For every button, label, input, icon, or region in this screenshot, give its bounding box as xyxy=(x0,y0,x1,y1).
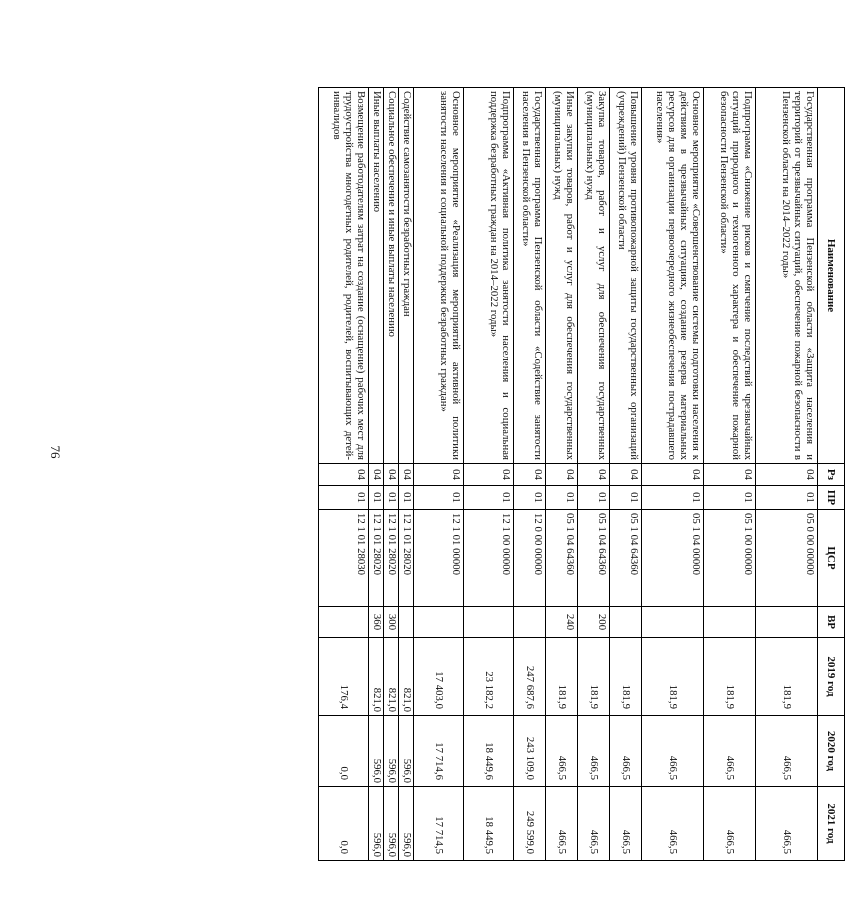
rotated-table-container xyxy=(330,87,845,860)
row-name: Основное мероприятие «Реализация мероприятий активной политики занятости населения и социальной поддержки безработных граждан» xyxy=(414,88,464,464)
row-2021: 466,5 xyxy=(610,787,642,861)
row-pr: 01 xyxy=(399,486,414,510)
row-vr xyxy=(464,607,514,638)
row-vr xyxy=(319,607,369,638)
row-csr: 05 1 00 00000 xyxy=(704,510,756,607)
row-2021: 0,0 xyxy=(319,787,369,861)
row-rz: 04 xyxy=(319,464,369,486)
row-2020: 466,5 xyxy=(610,716,642,787)
table-row xyxy=(546,88,578,861)
row-2021: 17 714,5 xyxy=(414,787,464,861)
row-pr: 01 xyxy=(384,486,399,510)
row-2019: 181,9 xyxy=(578,638,610,716)
row-2019: 23 182,2 xyxy=(464,638,514,716)
header-pr: ПР xyxy=(818,486,845,510)
row-rz: 04 xyxy=(399,464,414,486)
row-csr: 05 1 04 00000 xyxy=(642,510,704,607)
row-2019: 821,0 xyxy=(369,638,384,716)
row-2020: 466,5 xyxy=(578,716,610,787)
page-number: 76 xyxy=(48,445,63,459)
row-2021: 596,0 xyxy=(369,787,384,861)
row-2019: 17 403,0 xyxy=(414,638,464,716)
row-name: Социальное обеспечение и иные выплаты населению xyxy=(384,88,399,464)
row-2021: 249 599,0 xyxy=(514,787,546,861)
table-row xyxy=(464,88,514,861)
row-rz: 04 xyxy=(384,464,399,486)
row-csr: 12 0 00 00000 xyxy=(514,510,546,607)
row-csr: 12 1 01 28020 xyxy=(369,510,384,607)
header-csr: ЦСР xyxy=(818,510,845,607)
header-2019: 2019 год xyxy=(818,638,845,716)
row-pr: 01 xyxy=(464,486,514,510)
row-pr: 01 xyxy=(610,486,642,510)
row-pr: 01 xyxy=(414,486,464,510)
row-vr xyxy=(610,607,642,638)
row-pr: 01 xyxy=(704,486,756,510)
row-rz: 04 xyxy=(642,464,704,486)
table-row xyxy=(578,88,610,861)
row-2020: 18 449,6 xyxy=(464,716,514,787)
row-name: Подпрограмма «Снижение рисков и смягчение последствий чрезвычайных ситуаций природного и техногенного характера и обеспечение пожарной безопасности Пензенской области» xyxy=(704,88,756,464)
table-row xyxy=(704,88,756,861)
row-2019: 181,9 xyxy=(546,638,578,716)
row-csr: 12 1 01 00000 xyxy=(414,510,464,607)
row-2019: 247 687,6 xyxy=(514,638,546,716)
row-2021: 596,0 xyxy=(399,787,414,861)
row-rz: 04 xyxy=(464,464,514,486)
table-header-row xyxy=(818,88,845,861)
table-row xyxy=(414,88,464,861)
row-2019: 821,0 xyxy=(399,638,414,716)
table-row xyxy=(399,88,414,861)
row-vr xyxy=(414,607,464,638)
row-2020: 17 714,6 xyxy=(414,716,464,787)
row-2019: 181,9 xyxy=(704,638,756,716)
header-vr: ВР xyxy=(818,607,845,638)
table-row xyxy=(642,88,704,861)
header-2021: 2021 год xyxy=(818,787,845,861)
row-vr: 300 xyxy=(384,607,399,638)
row-pr: 01 xyxy=(319,486,369,510)
row-csr: 05 1 04 64360 xyxy=(546,510,578,607)
row-pr: 01 xyxy=(578,486,610,510)
row-2019: 821,0 xyxy=(384,638,399,716)
row-rz: 04 xyxy=(704,464,756,486)
row-rz: 04 xyxy=(414,464,464,486)
table-row xyxy=(319,88,369,861)
row-2021: 466,5 xyxy=(642,787,704,861)
row-name: Иные закупки товаров, работ и услуг для обеспечения государственных (муниципальных) нужд xyxy=(546,88,578,464)
header-2020: 2020 год xyxy=(818,716,845,787)
row-2021: 466,5 xyxy=(546,787,578,861)
row-2021: 466,5 xyxy=(578,787,610,861)
table-row xyxy=(756,88,818,861)
row-name: Содействие самозанятости безработных граждан xyxy=(399,88,414,464)
row-name: Государственная программа Пензенской области «Защита населения и территорий от чрезвычайных ситуаций, обеспечение пожарной безопасности в Пензенской области на 2014–2022 годы» xyxy=(756,88,818,464)
row-2020: 243 109,0 xyxy=(514,716,546,787)
row-vr xyxy=(642,607,704,638)
row-csr: 05 0 00 00000 xyxy=(756,510,818,607)
row-vr xyxy=(514,607,546,638)
row-rz: 04 xyxy=(514,464,546,486)
row-name: Основное мероприятие «Совершенствование системы подготовки населения к действиям в чрезвычайных ситуациях, создание резерва материальных ресурсов для организации первоочередного жизнеобеспечения пострадавшего населения» xyxy=(642,88,704,464)
row-csr: 05 1 04 64360 xyxy=(578,510,610,607)
row-pr: 01 xyxy=(642,486,704,510)
table-row xyxy=(610,88,642,861)
row-2019: 176,4 xyxy=(319,638,369,716)
row-csr: 12 1 01 28030 xyxy=(319,510,369,607)
row-rz: 04 xyxy=(546,464,578,486)
budget-table xyxy=(318,87,845,861)
row-csr: 12 1 01 28020 xyxy=(399,510,414,607)
header-rz: Рз xyxy=(818,464,845,486)
row-rz: 04 xyxy=(369,464,384,486)
row-vr xyxy=(756,607,818,638)
row-name: Иные выплаты населению xyxy=(369,88,384,464)
row-csr: 12 1 01 28020 xyxy=(384,510,399,607)
row-vr xyxy=(399,607,414,638)
row-2020: 466,5 xyxy=(642,716,704,787)
table-row xyxy=(384,88,399,861)
row-pr: 01 xyxy=(369,486,384,510)
row-2021: 466,5 xyxy=(704,787,756,861)
row-2020: 596,0 xyxy=(384,716,399,787)
row-2021: 466,5 xyxy=(756,787,818,861)
row-2020: 466,5 xyxy=(704,716,756,787)
row-pr: 01 xyxy=(514,486,546,510)
row-csr: 05 1 04 64360 xyxy=(610,510,642,607)
row-rz: 04 xyxy=(578,464,610,486)
row-2021: 18 449,5 xyxy=(464,787,514,861)
row-csr: 12 1 00 00000 xyxy=(464,510,514,607)
row-2019: 181,9 xyxy=(642,638,704,716)
row-2020: 466,5 xyxy=(546,716,578,787)
row-2020: 596,0 xyxy=(369,716,384,787)
row-name: Повышение уровня противопожарной защиты государственных организаций (учреждений) Пензенской области xyxy=(610,88,642,464)
row-name: Закупка товаров, работ и услуг для обеспечения государственных (муниципальных) нужд xyxy=(578,88,610,464)
row-2021: 596,0 xyxy=(384,787,399,861)
row-2019: 181,9 xyxy=(610,638,642,716)
table-row xyxy=(514,88,546,861)
row-vr: 240 xyxy=(546,607,578,638)
row-name: Подпрограмма «Активная политика занятости населения и социальная поддержка безработных граждан на 2014–2022 годы» xyxy=(464,88,514,464)
row-pr: 01 xyxy=(546,486,578,510)
table-row xyxy=(369,88,384,861)
row-rz: 04 xyxy=(610,464,642,486)
row-vr: 200 xyxy=(578,607,610,638)
row-name: Возмещение работодателям затрат на создание (оснащение) рабочих мест для трудоустройства многодетных родителей, родителей, воспитывающих детей-инвалидов xyxy=(319,88,369,464)
row-2020: 0,0 xyxy=(319,716,369,787)
row-name: Государственная программа Пензенской области «Содействие занятости населения в Пензенской области» xyxy=(514,88,546,464)
row-2020: 466,5 xyxy=(756,716,818,787)
row-vr: 360 xyxy=(369,607,384,638)
row-2020: 596,0 xyxy=(399,716,414,787)
header-name: Наименование xyxy=(818,88,845,464)
row-rz: 04 xyxy=(756,464,818,486)
row-2019: 181,9 xyxy=(756,638,818,716)
row-vr xyxy=(704,607,756,638)
row-pr: 01 xyxy=(756,486,818,510)
